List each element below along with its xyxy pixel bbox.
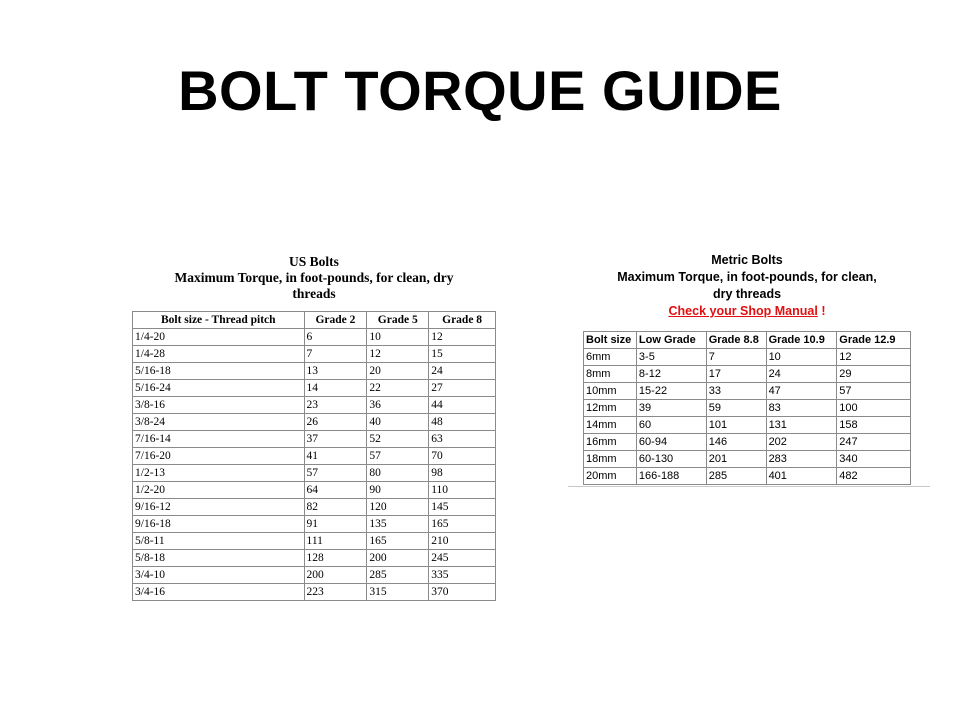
- table-cell: 335: [429, 567, 496, 584]
- metric-heading-subtitle: Maximum Torque, in foot-pounds, for clean,: [617, 270, 877, 284]
- table-cell: 24: [766, 366, 837, 383]
- table-cell: 7/16-20: [133, 448, 305, 465]
- table-row: [133, 448, 496, 465]
- table-cell: 64: [304, 482, 367, 499]
- table-cell: 158: [837, 417, 911, 434]
- table-cell: 283: [766, 451, 837, 468]
- table-cell: 37: [304, 431, 367, 448]
- table-cell: 41: [304, 448, 367, 465]
- table-cell: 27: [429, 380, 496, 397]
- table-cell: 111: [304, 533, 367, 550]
- us-bolts-table: [132, 311, 496, 601]
- metric-bolts-table: [583, 331, 911, 485]
- table-cell: 165: [429, 516, 496, 533]
- table-cell: 5/16-24: [133, 380, 305, 397]
- table-row: [133, 516, 496, 533]
- column-header: Grade 10.9: [766, 332, 837, 349]
- table-cell: 98: [429, 465, 496, 482]
- table-cell: 3-5: [636, 349, 706, 366]
- page-title: BOLT TORQUE GUIDE: [178, 59, 782, 122]
- metric-bolts-section: [583, 252, 911, 485]
- table-cell: 9/16-18: [133, 516, 305, 533]
- table-cell: 1/4-28: [133, 346, 305, 363]
- table-cell: 36: [367, 397, 429, 414]
- table-cell: 145: [429, 499, 496, 516]
- table-row: [584, 366, 911, 383]
- table-cell: 315: [367, 584, 429, 601]
- table-cell: 201: [706, 451, 766, 468]
- column-header: Grade 12.9: [837, 332, 911, 349]
- us-heading-subtitle-cont: threads: [292, 286, 336, 301]
- table-cell: 200: [304, 567, 367, 584]
- table-row: [133, 482, 496, 499]
- table-cell: 91: [304, 516, 367, 533]
- table-cell: 370: [429, 584, 496, 601]
- table-cell: 120: [367, 499, 429, 516]
- table-cell: 5/16-18: [133, 363, 305, 380]
- table-cell: 285: [367, 567, 429, 584]
- table-row: [133, 465, 496, 482]
- table-cell: 26: [304, 414, 367, 431]
- table-cell: 20: [367, 363, 429, 380]
- table-cell: 245: [429, 550, 496, 567]
- table-cell: 200: [367, 550, 429, 567]
- table-cell: 131: [766, 417, 837, 434]
- us-bolts-section: [132, 254, 496, 601]
- table-cell: 80: [367, 465, 429, 482]
- table-cell: 70: [429, 448, 496, 465]
- table-header-row: [584, 332, 911, 349]
- table-cell: 10mm: [584, 383, 637, 400]
- table-cell: 7: [304, 346, 367, 363]
- table-cell: 165: [367, 533, 429, 550]
- us-heading-title: US Bolts: [289, 254, 339, 269]
- table-row: [133, 397, 496, 414]
- table-cell: 8mm: [584, 366, 637, 383]
- table-cell: 63: [429, 431, 496, 448]
- table-cell: 223: [304, 584, 367, 601]
- table-cell: 3/8-24: [133, 414, 305, 431]
- table-cell: 39: [636, 400, 706, 417]
- table-cell: 10: [367, 329, 429, 346]
- table-cell: 5/8-18: [133, 550, 305, 567]
- table-cell: 3/4-10: [133, 567, 305, 584]
- table-cell: 12: [367, 346, 429, 363]
- table-row: [584, 451, 911, 468]
- table-cell: 482: [837, 468, 911, 485]
- divider: [568, 486, 930, 487]
- table-cell: 1/2-20: [133, 482, 305, 499]
- table-cell: 166-188: [636, 468, 706, 485]
- table-row: [133, 363, 496, 380]
- table-cell: 1/4-20: [133, 329, 305, 346]
- table-cell: 14: [304, 380, 367, 397]
- table-cell: 128: [304, 550, 367, 567]
- table-row: [584, 349, 911, 366]
- table-cell: 1/2-13: [133, 465, 305, 482]
- table-cell: 13: [304, 363, 367, 380]
- column-header: Grade 5: [367, 312, 429, 329]
- table-cell: 135: [367, 516, 429, 533]
- table-header-row: [133, 312, 496, 329]
- table-cell: 210: [429, 533, 496, 550]
- column-header: Bolt size - Thread pitch: [133, 312, 305, 329]
- table-row: [133, 329, 496, 346]
- table-cell: 7/16-14: [133, 431, 305, 448]
- table-row: [133, 550, 496, 567]
- table-cell: 60-130: [636, 451, 706, 468]
- table-cell: 29: [837, 366, 911, 383]
- table-cell: 15-22: [636, 383, 706, 400]
- table-cell: 6: [304, 329, 367, 346]
- table-cell: 22: [367, 380, 429, 397]
- table-cell: 3/4-16: [133, 584, 305, 601]
- metric-bolts-heading: [583, 252, 911, 320]
- table-cell: 40: [367, 414, 429, 431]
- table-cell: 52: [367, 431, 429, 448]
- table-row: [584, 434, 911, 451]
- table-cell: 48: [429, 414, 496, 431]
- table-row: [133, 414, 496, 431]
- table-cell: 24: [429, 363, 496, 380]
- column-header: Low Grade: [636, 332, 706, 349]
- warning-suffix: !: [817, 304, 826, 318]
- table-cell: 83: [766, 400, 837, 417]
- table-cell: 340: [837, 451, 911, 468]
- table-cell: 247: [837, 434, 911, 451]
- table-cell: 82: [304, 499, 367, 516]
- table-cell: 90: [367, 482, 429, 499]
- table-cell: 60-94: [636, 434, 706, 451]
- table-cell: 59: [706, 400, 766, 417]
- table-row: [133, 533, 496, 550]
- shop-manual-warning: [583, 303, 911, 320]
- table-cell: 12: [837, 349, 911, 366]
- table-cell: 57: [304, 465, 367, 482]
- table-cell: 202: [766, 434, 837, 451]
- us-heading-subtitle: Maximum Torque, in foot-pounds, for clean, dry: [174, 270, 454, 285]
- table-row: [584, 383, 911, 400]
- table-cell: 23: [304, 397, 367, 414]
- table-row: [133, 346, 496, 363]
- table-row: [133, 431, 496, 448]
- table-cell: 6mm: [584, 349, 637, 366]
- table-row: [133, 567, 496, 584]
- table-cell: 14mm: [584, 417, 637, 434]
- table-row: [133, 380, 496, 397]
- table-cell: 401: [766, 468, 837, 485]
- table-cell: 285: [706, 468, 766, 485]
- table-cell: 8-12: [636, 366, 706, 383]
- table-cell: 57: [837, 383, 911, 400]
- table-cell: 12mm: [584, 400, 637, 417]
- column-header: Grade 8: [429, 312, 496, 329]
- table-cell: 47: [766, 383, 837, 400]
- table-row: [133, 499, 496, 516]
- table-cell: 44: [429, 397, 496, 414]
- table-row: [584, 468, 911, 485]
- table-cell: 57: [367, 448, 429, 465]
- table-cell: 101: [706, 417, 766, 434]
- table-cell: 33: [706, 383, 766, 400]
- column-header: Bolt size: [584, 332, 637, 349]
- table-cell: 15: [429, 346, 496, 363]
- column-header: Grade 8.8: [706, 332, 766, 349]
- table-cell: 17: [706, 366, 766, 383]
- us-bolts-heading: [132, 254, 496, 302]
- column-header: Grade 2: [304, 312, 367, 329]
- shop-manual-link[interactable]: Check your Shop Manual: [668, 304, 818, 318]
- table-cell: 110: [429, 482, 496, 499]
- table-cell: 18mm: [584, 451, 637, 468]
- table-cell: 3/8-16: [133, 397, 305, 414]
- table-cell: 20mm: [584, 468, 637, 485]
- metric-heading-subtitle-cont: dry threads: [712, 287, 782, 301]
- table-cell: 60: [636, 417, 706, 434]
- table-cell: 100: [837, 400, 911, 417]
- table-row: [133, 584, 496, 601]
- table-cell: 16mm: [584, 434, 637, 451]
- table-row: [584, 400, 911, 417]
- table-row: [584, 417, 911, 434]
- table-cell: 7: [706, 349, 766, 366]
- table-cell: 9/16-12: [133, 499, 305, 516]
- table-cell: 12: [429, 329, 496, 346]
- metric-heading-title: Metric Bolts: [711, 253, 783, 267]
- table-cell: 5/8-11: [133, 533, 305, 550]
- table-cell: 146: [706, 434, 766, 451]
- table-cell: 10: [766, 349, 837, 366]
